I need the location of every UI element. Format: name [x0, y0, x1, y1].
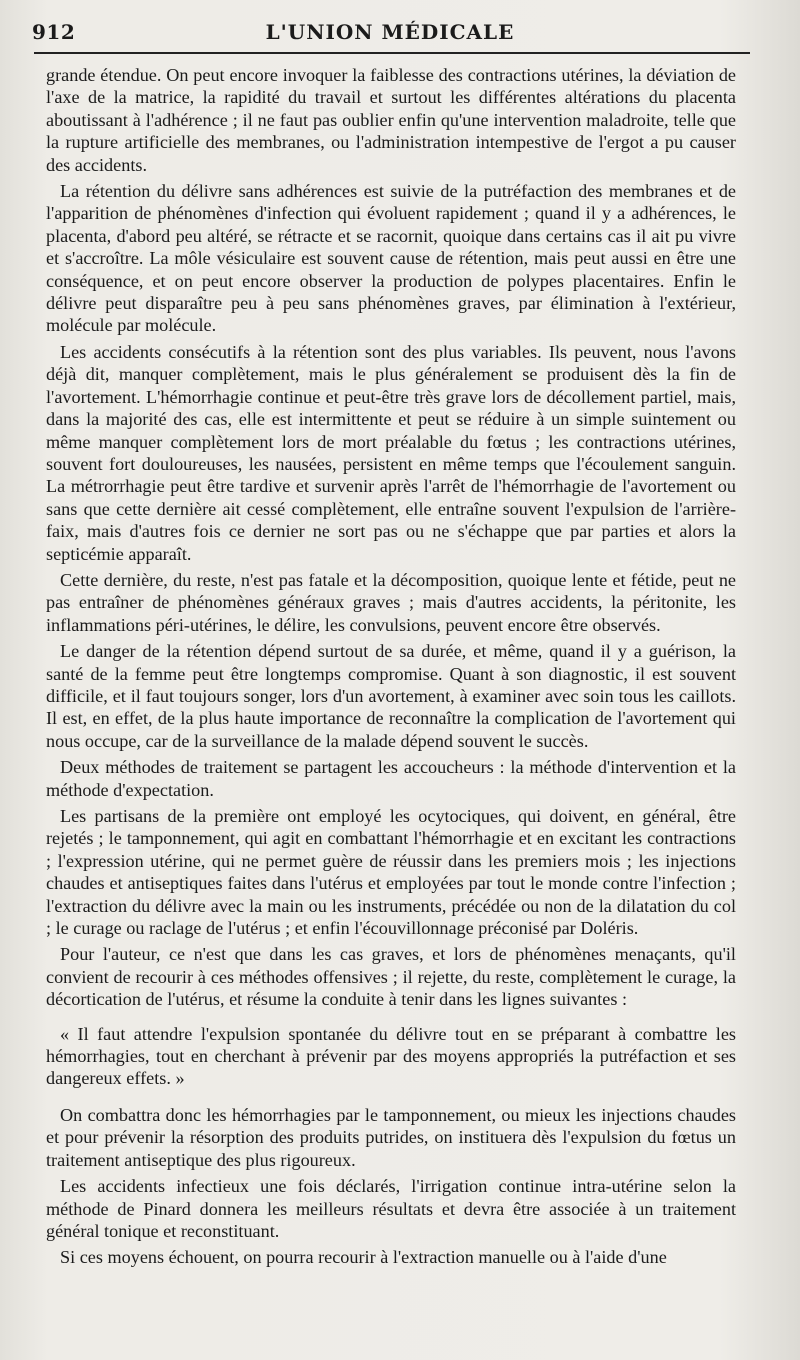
paragraph: On combattra donc les hémorrhagies par le tamponnement, ou mieux les injections chaudes et pour prévenir la résorption des produits putrides, on instituera dès l'expulsion du fœtus un traitement antiseptique des plus rigoureux.	[46, 1104, 736, 1170]
quotation: « Il faut attendre l'expulsion spontanée du délivre tout en se préparant à combattre les hémorrhagies, tout en cherchant à prévenir par des moyens appropriés la putréfaction et ses dangereux effets. »	[46, 1023, 736, 1089]
paragraph: La rétention du délivre sans adhérences est suivie de la putréfaction des membranes et de l'apparition de phénomènes d'infection qui évoluent rapidement ; quand il y a adhérences, le placenta, d'abord peu altéré, se rétracte et se racornit, quoique dans certains cas il ait pu vivre et s'accroître. La môle vésiculaire est souvent cause de rétention, mais peut aussi en être une conséquence, et on peut encore observer la production de polypes placentaires. Enfin le délivre peut disparaître peu à peu sans phénomènes graves, par élimination à l'extérieur, molécule par molécule.	[46, 181, 736, 336]
page-header	[32, 18, 748, 46]
paragraph: Les accidents consécutifs à la rétention sont des plus variables. Ils peuvent, nous l'avons déjà dit, manquer complètement, mais le plus généralement se produisent dès la fin de l'avortement. L'hémorrhagie continue et peut-être très grave lors de décollement partiel, mais, dans la majorité des cas, elle est intermittente et peut se réduire à un simple suintement ou même manquer complètement lors de mort préalable du fœtus ; les contractions utérines, souvent fort douloureuses, les nausées, persistent en même temps que l'écoulement sanguin. La métrorrhagie peut être tardive et survenir après l'arrêt de l'hémorrhagie de l'avortement ou sans que cette dernière ait cessé complètement, elle entraîne souvent l'expulsion de l'arrière-faix, mais d'autres fois ce dernier ne sort pas ou ne s'échappe que par parties et alors la septicémie apparaît.	[46, 341, 736, 564]
paragraph: Le danger de la rétention dépend surtout de sa durée, et même, quand il y a guérison, la santé de la femme peut être longtemps compromise. Quant à son diagnostic, il est souvent difficile, et il faut toujours songer, lors d'un avortement, à examiner avec soin tous les caillots. Il est, en effet, de la plus haute importance de reconnaître la complication de l'avortement qui nous occupe, car de la surveillance de la malade dépend souvent le succès.	[46, 641, 736, 751]
paragraph: grande étendue. On peut encore invoquer la faiblesse des contractions utérines, la déviation de l'axe de la matrice, la rapidité du travail et surtout les différentes altérations du placenta aboutissant à l'adhérence ; il ne faut pas oublier enfin qu'une intervention maladroite, telle que la rupture artificielle des membranes, ou l'administration intempestive de l'ergot a pu causer des accidents.	[46, 65, 736, 175]
paragraph: Si ces moyens échouent, on pourra recourir à l'extraction manuelle ou à l'aide d'une	[60, 1247, 667, 1268]
article-body	[46, 64, 736, 1273]
page-number: 912	[32, 20, 76, 44]
paragraph: Cette dernière, du reste, n'est pas fatale et la décomposition, quoique lente et fétide, peut ne pas entraîner de phénomènes généraux graves ; mais d'autres accidents, la péritonite, les inflammations péri-utérines, le délire, les convulsions, peuvent encore être observés.	[46, 569, 736, 635]
paragraph: Les accidents infectieux une fois déclarés, l'irrigation continue intra-utérine selon la méthode de Pinard donnera les meilleurs résultats et devra être associée à un traitement général tonique et reconstituant.	[46, 1176, 736, 1241]
header-rule	[34, 52, 750, 54]
running-title: L'UNION MÉDICALE	[265, 20, 515, 44]
paragraph: Les partisans de la première ont employé les ocytociques, qui doivent, en général, être rejetés ; le tamponnement, qui agit en combattant l'hémorrhagie et en excitant les contractions ; l'expression utérine, qui ne permet guère de réussir dans les premiers mois ; les injections chaudes et antiseptiques faites dans l'utérus et employées par tout le monde contre l'infection ; l'extraction du délivre avec la main ou les instruments, précédée ou non de la dilatation du col ; le curage ou raclage de l'utérus ; et enfin l'écouvillonnage préconisé par Doléris.	[46, 806, 736, 939]
paragraph: Deux méthodes de traitement se partagent les accoucheurs : la méthode d'intervention et la méthode d'expectation.	[46, 757, 736, 800]
paragraph: Pour l'auteur, ce n'est que dans les cas graves, et lors de phénomènes menaçants, qu'il convient de recourir à ces méthodes offensives ; il rejette, du reste, complètement le curage, la décortication de l'utérus, et résume la conduite à tenir dans les lignes suivantes :	[46, 944, 736, 1010]
